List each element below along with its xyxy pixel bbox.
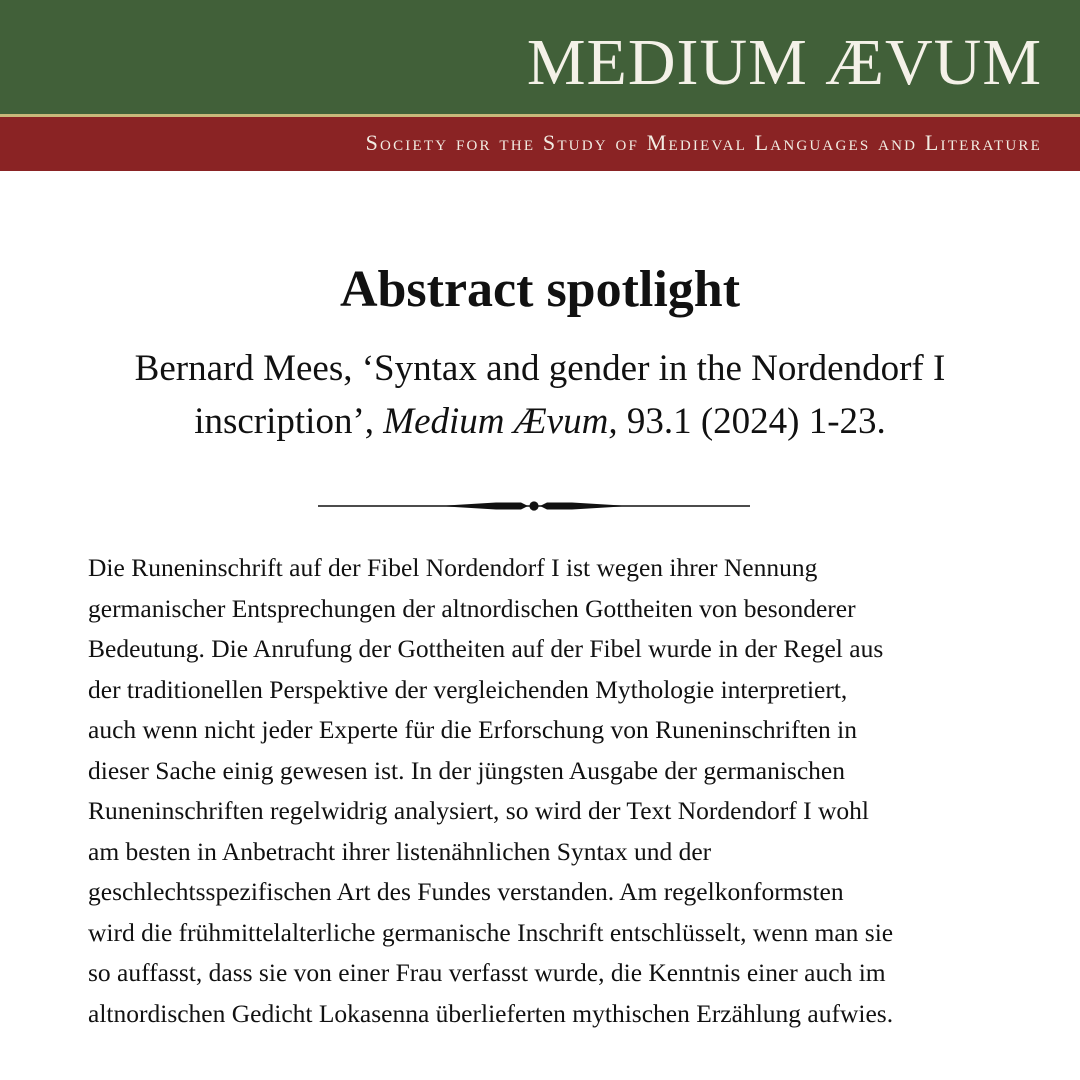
banner-divider <box>0 114 1080 117</box>
citation-volume-pages: 93.1 (2024) 1-23. <box>617 401 886 442</box>
abstract-line: der traditionellen Perspektive der vergleichenden Mythologie interpretiert, <box>88 674 848 704</box>
abstract-line: wird die frühmittelalterliche germanische Inschrift entschlüsselt, wenn man sie <box>88 917 894 947</box>
article-citation <box>90 342 990 448</box>
society-banner <box>0 114 1080 171</box>
abstract-text <box>88 548 1008 1034</box>
society-name: Society for the Study of Medieval Languages and Literature <box>365 130 1042 155</box>
abstract-line: auch wenn nicht jeder Experte für die Erforschung von Runeninschriften in <box>88 715 857 744</box>
abstract-line: altnordischen Gedicht Lokasenna überlieferten mythischen Erzählung aufwies. <box>88 998 894 1028</box>
abstract-line: Runeninschriften regelwidrig analysiert, so wird der Text Nordendorf I wohl <box>88 796 869 825</box>
abstract-line: so auffasst, dass sie von einer Frau verfasst wurde, die Kenntnis einer auch im <box>88 958 886 987</box>
decorative-divider-icon <box>318 494 750 518</box>
masthead-banner <box>0 0 1080 114</box>
citation-journal: Medium Ævum, <box>383 401 618 442</box>
abstract-line: germanischer Entsprechungen der altnordischen Gottheiten von besonderer <box>88 593 856 623</box>
abstract-line: geschlechtsspezifischen Art des Fundes verstanden. Am regelkonformsten <box>88 877 844 906</box>
abstract-line: Bedeutung. Die Anrufung der Gottheiten auf der Fibel wurde in der Regel aus <box>88 634 884 663</box>
page-title: Abstract spotlight <box>339 260 741 318</box>
abstract-line: am besten in Anbetracht ihrer listenähnlichen Syntax und der <box>88 836 712 866</box>
journal-title: MEDIUM ÆVUM <box>526 26 1042 99</box>
citation-author-title: Bernard Mees, ‘Syntax and gender in the Nordendorf I <box>134 348 946 389</box>
abstract-line: dieser Sache einig gewesen ist. In der jüngsten Ausgabe der germanischen <box>88 755 845 785</box>
abstract-line: Die Runeninschrift auf der Fibel Nordendorf I ist wegen ihrer Nennung <box>88 553 818 582</box>
citation-title-end: inscription’, <box>194 401 384 442</box>
